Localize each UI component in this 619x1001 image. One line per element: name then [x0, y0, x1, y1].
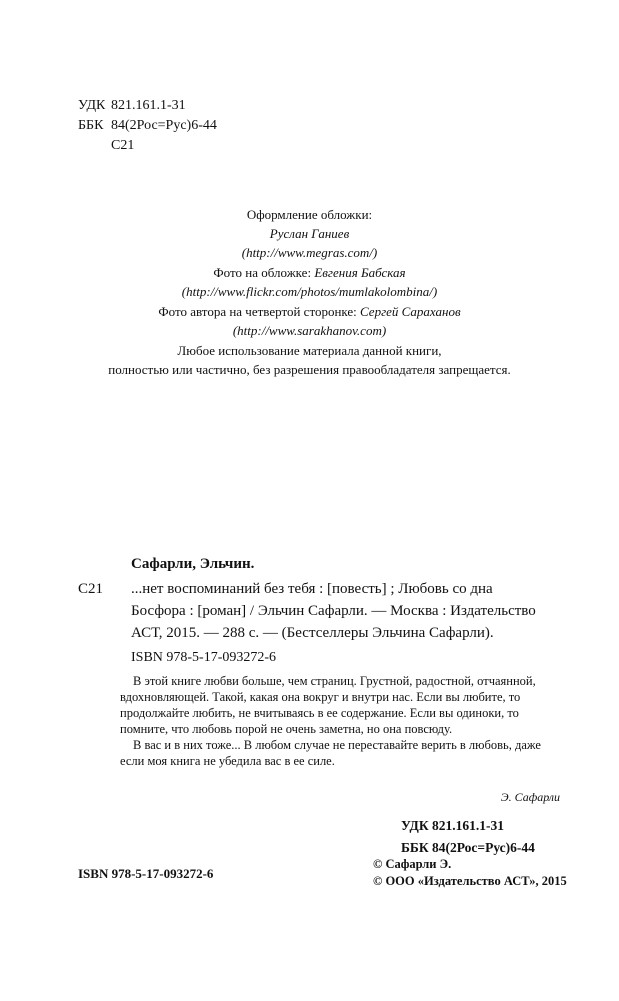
author-photographer-url: (http://www.sarakhanov.com) [232, 323, 387, 338]
classification-block [78, 96, 217, 156]
cover-designer: Руслан Ганиев [269, 226, 350, 241]
bib-author: Сафарли, Эльчин. [131, 556, 255, 572]
author-photographer: Сергей Сараханов [360, 304, 461, 319]
rights-line-2: полностью или частично, без разрешения правообладателя запрещается. [108, 362, 511, 377]
cover-design-label: Оформление обложки: [246, 207, 373, 222]
bbk-row [78, 116, 217, 136]
footer-isbn: ISBN 978-5-17-093272-6 [78, 866, 214, 881]
bib-mark: С21 [78, 581, 104, 597]
bib-line-1: ...нет воспоминаний без тебя : [повесть] ; Любовь со дна [131, 581, 493, 597]
udk-row [78, 96, 217, 116]
bib-line-2: Босфора : [роман] / Эльчин Сафарли. — Москва : Издательство [131, 603, 536, 619]
copyright-publisher: © ООО «Издательство АСТ», 2015 [373, 874, 567, 888]
index-bbk: ББК 84(2Рос=Рус)6-44 [401, 840, 535, 855]
author-photo-label: Фото автора на четвертой сторонке: [158, 304, 357, 319]
annotation-signature: Э. Сафарли [500, 790, 560, 804]
annotation-paragraph-2: В вас и в них тоже... В любом случае не переставайте верить в любовь, даже если моя книга не убедила вас в ее силе. [120, 738, 541, 768]
copyright-block [373, 856, 567, 890]
udk-value: 821.161.1-31 [111, 98, 186, 113]
cover-photographer: Евгения Бабская [314, 265, 406, 280]
bib-isbn: ISBN 978-5-17-093272-6 [131, 650, 277, 665]
rights-line-1: Любое использование материала данной книги, [177, 343, 442, 358]
copyright-author: © Сафарли Э. [373, 857, 452, 871]
index-block [401, 815, 535, 859]
bbk-value: 84(2Рос=Рус)6-44 [111, 118, 217, 133]
index-udk: УДК 821.161.1-31 [401, 818, 504, 833]
cover-design-credit [0, 205, 619, 262]
rights-notice [0, 341, 619, 379]
author-photo-credit [0, 302, 619, 340]
cover-photo-credit [0, 263, 619, 301]
cover-designer-url: (http://www.megras.com/) [241, 245, 378, 260]
bib-description [131, 578, 536, 644]
bbk-label: ББК [78, 118, 104, 133]
cover-photographer-url: (http://www.flickr.com/photos/mumlakolombina/) [181, 284, 438, 299]
annotation-paragraph-1: В этой книге любви больше, чем страниц. Грустной, радостной, отчаянной, вдохновляющей. Такой, какая она вокруг и внутри нас. Если вы любите, то продолжайте любить, не вчитываясь в ее содержание. Если вы одиноки, то помните, что любовь порой не очень заметна, но она повсюду. [120, 674, 536, 736]
author-mark: С21 [111, 138, 135, 153]
annotation [120, 673, 558, 769]
udk-label: УДК [78, 98, 106, 113]
bib-line-3: АСТ, 2015. — 288 с. — (Бестселлеры Эльчина Сафарли). [131, 625, 494, 641]
cover-photo-label: Фото на обложке: [213, 265, 312, 280]
